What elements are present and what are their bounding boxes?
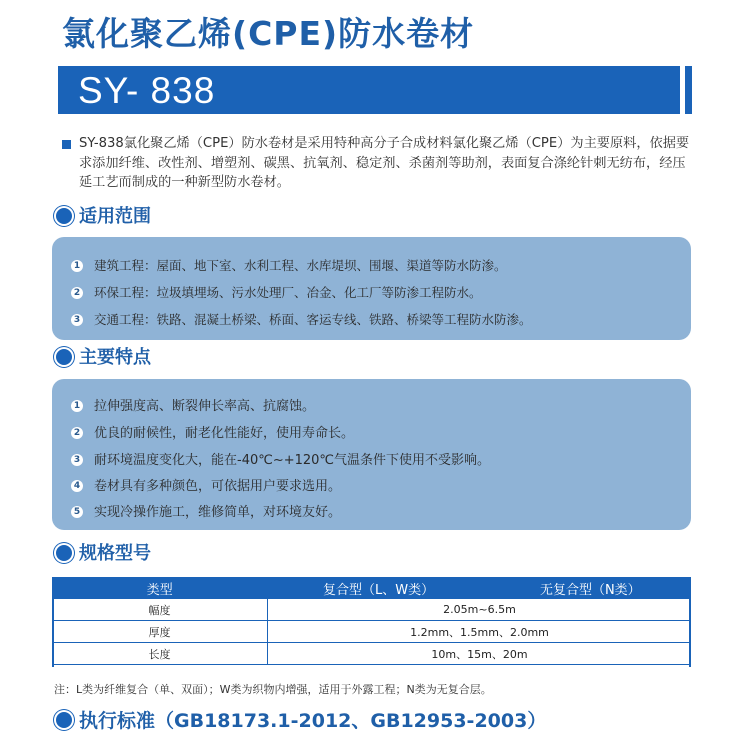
circle-bullet-icon [56, 712, 72, 728]
page-title: 氯化聚乙烯(CPE)防水卷材 [62, 14, 475, 53]
banner-accent-stripe [685, 66, 692, 114]
square-bullet-icon [62, 140, 71, 149]
model-number: SY- 838 [78, 70, 216, 111]
number-badge-icon: 5 [71, 506, 83, 518]
table-border-left [52, 599, 54, 667]
list-item: 3 耐环境温度变化大，能在-40℃~+120℃气温条件下使用不受影响。 [71, 449, 490, 468]
table-row [52, 599, 691, 621]
row-label: 长度 [52, 643, 268, 665]
number-badge-icon: 3 [71, 454, 83, 466]
row-value: 1.2mm、1.5mm、2.0mm [268, 621, 692, 643]
features-panel [52, 379, 691, 530]
scope-panel [52, 237, 691, 340]
table-row [52, 643, 691, 665]
row-label: 厚度 [52, 621, 268, 643]
list-item: 3 交通工程：铁路、混凝土桥梁、桥面、客运专线、铁路、桥梁等工程防水防渗。 [71, 310, 532, 328]
number-badge-icon: 1 [71, 400, 83, 412]
product-intro: SY-838氯化聚乙烯（CPE）防水卷材是采用特种高分子合成材料氯化聚乙烯（CPE）为主要原料，依据要求添加纤维、改性剂、增塑剂、碳黑、抗氧剂、稳定剂、杀菌剂等助剂，表面复合涤纶针刺无纺布，经压延工艺而制成的一种新型防水卷材。 [79, 136, 690, 190]
number-badge-icon: 4 [71, 480, 83, 492]
list-item: 1 建筑工程：屋面、地下室、水利工程、水库堤坝、围堰、渠道等防水防渗。 [71, 256, 507, 274]
spec-note: 注：L类为纤维复合（单、双面）；W类为织物内增强，适用于外露工程；N类为无复合层。 [54, 683, 492, 696]
model-banner [58, 66, 680, 114]
circle-bullet-icon [56, 349, 72, 365]
circle-bullet-icon [56, 208, 72, 224]
list-item: 2 环保工程：垃圾填埋场、污水处理厂、冶金、化工厂等防渗工程防水。 [71, 283, 482, 301]
row-label: 幅度 [52, 599, 268, 621]
list-item: 2 优良的耐候性，耐老化性能好，使用寿命长。 [71, 422, 354, 441]
table-border-right [689, 599, 691, 667]
row-value: 10m、15m、20m [268, 643, 692, 665]
number-badge-icon: 2 [71, 287, 83, 299]
spec-table [52, 577, 691, 665]
column-header: 复合型（L、W类） [268, 577, 490, 599]
column-header: 类型 [52, 577, 268, 599]
column-header: 无复合型（N类） [490, 577, 691, 599]
circle-bullet-icon [56, 545, 72, 561]
list-item: 5 实现冷操作施工，维修简单，对环境友好。 [71, 501, 341, 520]
row-value: 2.05m~6.5m [268, 599, 692, 621]
number-badge-icon: 2 [71, 427, 83, 439]
list-item: 1 拉伸强度高、断裂伸长率高、抗腐蚀。 [71, 395, 315, 414]
table-header-row [52, 577, 691, 599]
number-badge-icon: 3 [71, 314, 83, 326]
list-item: 4 卷材具有多种颜色，可依据用户要求选用。 [71, 475, 341, 494]
number-badge-icon: 1 [71, 260, 83, 272]
table-row [52, 621, 691, 643]
